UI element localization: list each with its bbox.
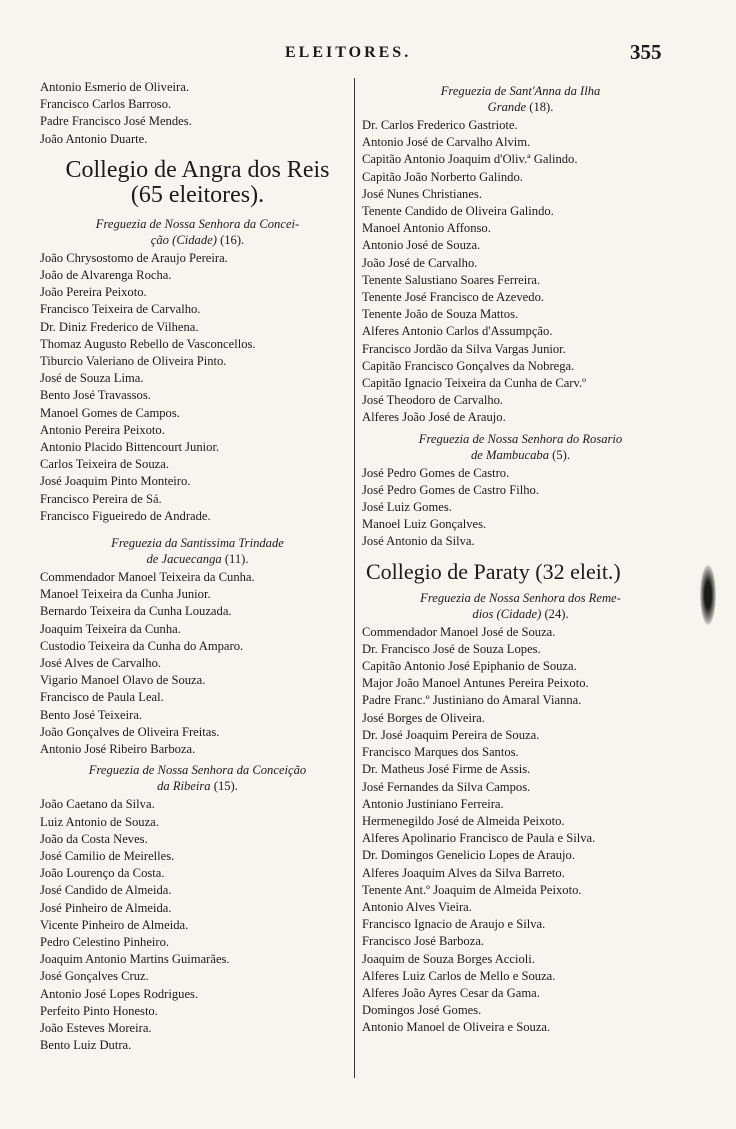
elector-name: Dr. Domingos Genelicio Lopes de Araujo.: [362, 848, 576, 863]
elector-name: Alferes João Ayres Cesar da Gama.: [362, 985, 540, 1000]
elector-name: Dr. José Joaquim Pereira de Souza.: [362, 727, 540, 742]
elector-name: Dr. Carlos Frederico Gastriote.: [362, 118, 518, 132]
elector-name: Antonio Esmerio de Oliveira.: [40, 80, 189, 94]
page-number: 355: [630, 40, 662, 64]
elector-name: Alferes Joaquim Alves da Silva Barreto.: [362, 865, 565, 880]
elector-name: João Gonçalves de Oliveira Freitas.: [40, 724, 220, 739]
elector-name: Manoel Luiz Gonçalves.: [362, 517, 487, 532]
elector-list: [358, 624, 683, 1037]
left-column: [40, 79, 355, 1054]
elector-name: Francisco Jordão da Silva Vargas Junior.: [362, 341, 566, 356]
elector-name: José Fernandes da Silva Campos.: [362, 779, 531, 794]
elector-name: Antonio Manoel de Oliveira e Souza.: [362, 1020, 551, 1035]
elector-name: Perfeito Pinto Honesto.: [40, 1003, 158, 1018]
elector-name: Padre Franc.º Justiniano do Amaral Vianna.: [362, 693, 582, 708]
parish-count: (18).: [529, 100, 554, 114]
elector-name: Bernardo Teixeira da Cunha Louzada.: [40, 604, 232, 619]
elector-name: José Alves de Carvalho.: [40, 656, 162, 671]
elector-name: Francisco Carlos Barroso.: [40, 97, 172, 112]
elector-name: José Candido de Almeida.: [40, 883, 172, 898]
parish-heading-ribeira: [40, 762, 355, 794]
elector-name: José Joaquim Pinto Monteiro.: [40, 474, 191, 489]
elector-name: João Chrysostomo de Araujo Pereira.: [40, 250, 228, 265]
elector-list: [358, 465, 683, 551]
elector-name: Tenente Salustiano Soares Ferreira.: [362, 272, 541, 287]
elector-list: [40, 796, 355, 1054]
continued-name-list: [40, 79, 355, 148]
parish-count: (11).: [224, 552, 249, 567]
elector-name: Tiburcio Valeriano de Oliveira Pinto.: [40, 354, 227, 369]
elector-name: Thomaz Augusto Rebello de Vasconcellos.: [40, 336, 256, 351]
elector-name: João José de Carvalho.: [362, 255, 478, 270]
elector-list: [40, 569, 355, 758]
elector-name: José Luiz Gomes.: [362, 500, 452, 515]
elector-list: [40, 250, 355, 525]
elector-name: Antonio Alves Vieira.: [362, 899, 472, 914]
elector-name: Francisco Pereira de Sá.: [40, 491, 162, 506]
parish-heading-conceicao-cidade: [40, 216, 355, 248]
elector-name: Alferes Antonio Carlos d'Assumpção.: [362, 324, 553, 339]
elector-name: Antonio José Ribeiro Barboza.: [40, 742, 196, 757]
elector-name: Bento José Travassos.: [40, 388, 151, 403]
elector-name: Antonio José de Carvalho Alvim.: [362, 135, 531, 150]
elector-name: José Pinheiro de Almeida.: [40, 900, 172, 915]
elector-name: Bento Luiz Dutra.: [40, 1038, 132, 1053]
college-heading-angra: [40, 158, 355, 208]
elector-name: José Pedro Gomes de Castro Filho.: [362, 482, 540, 497]
college-heading-paraty: [358, 559, 683, 584]
parish-title: Freguezia de Sant'Anna da Ilha: [440, 84, 601, 98]
elector-name: Commendador Manoel José de Souza.: [362, 624, 556, 639]
elector-name: João Esteves Moreira.: [40, 1020, 152, 1035]
elector-name: Tenente Ant.º Joaquim de Almeida Peixoto.: [362, 882, 582, 897]
parish-heading-mambucaba: [358, 431, 683, 463]
ink-smudge: [700, 565, 716, 625]
elector-name: Major João Manoel Antunes Pereira Peixoto.: [362, 676, 589, 691]
college-title: Collegio de Angra dos Reis: [65, 156, 330, 183]
elector-name: Pedro Celestino Pinheiro.: [40, 934, 170, 949]
elector-name: Antonio Placido Bittencourt Junior.: [40, 440, 220, 455]
page-header: [0, 40, 736, 66]
parish-title: de Jacuecanga: [146, 552, 222, 567]
elector-name: João da Costa Neves.: [40, 831, 148, 846]
elector-name: José Borges de Oliveira.: [362, 710, 485, 725]
elector-name: Antonio José Lopes Rodrigues.: [40, 986, 199, 1001]
college-elector-count: (65 eleitores).: [130, 181, 265, 208]
parish-count: (5).: [552, 447, 570, 462]
elector-name: Custodio Teixeira da Cunha do Amparo.: [40, 638, 244, 653]
elector-name: Capitão Francisco Gonçalves da Nobrega.: [362, 358, 575, 373]
parish-count: (16).: [220, 232, 245, 247]
elector-name: Francisco Marques dos Santos.: [362, 745, 519, 760]
elector-name: Vicente Pinheiro de Almeida.: [40, 917, 189, 932]
elector-name: João Antonio Duarte.: [40, 131, 148, 146]
elector-name: Tenente João de Souza Mattos.: [362, 307, 519, 322]
running-title: ELEITORES.: [285, 44, 412, 61]
elector-name: Alferes Luiz Carlos de Mello e Souza.: [362, 968, 556, 983]
elector-name: Manoel Teixeira da Cunha Junior.: [40, 587, 211, 602]
elector-name: José Nunes Christianes.: [362, 186, 482, 201]
parish-heading-remedios: [358, 590, 683, 622]
elector-name: Capitão Antonio José Epiphanio de Souza.: [362, 659, 577, 674]
parish-heading-jacuecanga: [40, 535, 355, 567]
elector-name: Antonio Justiniano Ferreira.: [362, 796, 504, 811]
elector-name: Alferes Apolinario Francisco de Paula e Silva.: [362, 831, 596, 846]
elector-name: Capitão João Norberto Galindo.: [362, 169, 523, 184]
elector-name: Hermenegildo José de Almeida Peixoto.: [362, 813, 565, 828]
parish-count: (15).: [213, 779, 238, 794]
elector-name: Dr. Matheus José Firme de Assis.: [362, 762, 531, 777]
elector-name: Francisco de Paula Leal.: [40, 690, 164, 705]
elector-name: Tenente José Francisco de Azevedo.: [362, 290, 545, 305]
elector-name: José Camilio de Meirelles.: [40, 848, 175, 863]
elector-name: Joaquim Teixeira da Cunha.: [40, 621, 181, 636]
college-title: Collegio de Paraty (32 eleit.): [366, 558, 621, 584]
parish-title: Freguezia de Nossa Senhora do Rosario: [418, 431, 623, 446]
elector-name: João Lourenço da Costa.: [40, 866, 165, 881]
parish-title: dios (Cidade): [472, 606, 542, 621]
elector-name: Antonio José de Souza.: [362, 238, 481, 253]
elector-name: João Pereira Peixoto.: [40, 285, 147, 300]
elector-name: José Theodoro de Carvalho.: [362, 393, 504, 408]
elector-name: Domingos José Gomes.: [362, 1003, 482, 1018]
elector-name: João Caetano da Silva.: [40, 797, 155, 812]
elector-name: Francisco José Barboza.: [362, 934, 485, 949]
elector-name: Antonio Pereira Peixoto.: [40, 422, 165, 437]
elector-name: Vigario Manoel Olavo de Souza.: [40, 673, 206, 688]
right-column: [358, 79, 683, 1037]
elector-name: Dr. Diniz Frederico de Vilhena.: [40, 319, 199, 334]
elector-name: Commendador Manoel Teixeira da Cunha.: [40, 570, 255, 585]
elector-name: Alferes João José de Araujo.: [362, 410, 506, 425]
elector-name: Bento José Teixeira.: [40, 707, 143, 722]
parish-count: (24).: [544, 606, 569, 621]
elector-name: Padre Francisco José Mendes.: [40, 114, 192, 129]
parish-title: Freguezia de Nossa Senhora da Conceição: [88, 763, 307, 778]
elector-name: Luiz Antonio de Souza.: [40, 814, 159, 829]
elector-name: Manoel Antonio Affonso.: [362, 221, 491, 236]
elector-list: [358, 117, 683, 427]
parish-title: Freguezia da Santissima Trindade: [111, 536, 284, 551]
elector-name: Capitão Ignacio Teixeira da Cunha de Carv.º: [362, 376, 587, 391]
elector-name: José Gonçalves Cruz.: [40, 969, 149, 984]
elector-name: Manoel Gomes de Campos.: [40, 405, 180, 420]
parish-title: de Mambucaba: [471, 447, 549, 462]
parish-title: ção (Cidade): [150, 232, 217, 247]
elector-name: Carlos Teixeira de Souza.: [40, 457, 169, 472]
parish-heading-ilha-grande: [358, 83, 683, 115]
elector-name: João de Alvarenga Rocha.: [40, 268, 172, 283]
parish-title: da Ribeira: [157, 779, 211, 794]
parish-title: Grande: [487, 100, 527, 114]
elector-name: Joaquim de Souza Borges Accioli.: [362, 951, 535, 966]
elector-name: Tenente Candido de Oliveira Galindo.: [362, 204, 554, 219]
elector-name: Francisco Teixeira de Carvalho.: [40, 302, 201, 317]
elector-name: Joaquim Antonio Martins Guimarães.: [40, 952, 230, 967]
elector-name: Capitão Antonio Joaquim d'Oliv.ª Galindo.: [362, 152, 578, 167]
elector-name: Francisco Ignacio de Araujo e Silva.: [362, 917, 546, 932]
elector-name: José Antonio da Silva.: [362, 534, 475, 549]
elector-name: José de Souza Lima.: [40, 371, 144, 386]
elector-name: Dr. Francisco José de Souza Lopes.: [362, 641, 541, 656]
elector-name: José Pedro Gomes de Castro.: [362, 465, 510, 480]
parish-title: Freguezia de Nossa Senhora dos Reme-: [420, 590, 621, 605]
elector-name: Francisco Figueiredo de Andrade.: [40, 508, 211, 523]
parish-title: Freguezia de Nossa Senhora da Concei-: [95, 216, 300, 231]
